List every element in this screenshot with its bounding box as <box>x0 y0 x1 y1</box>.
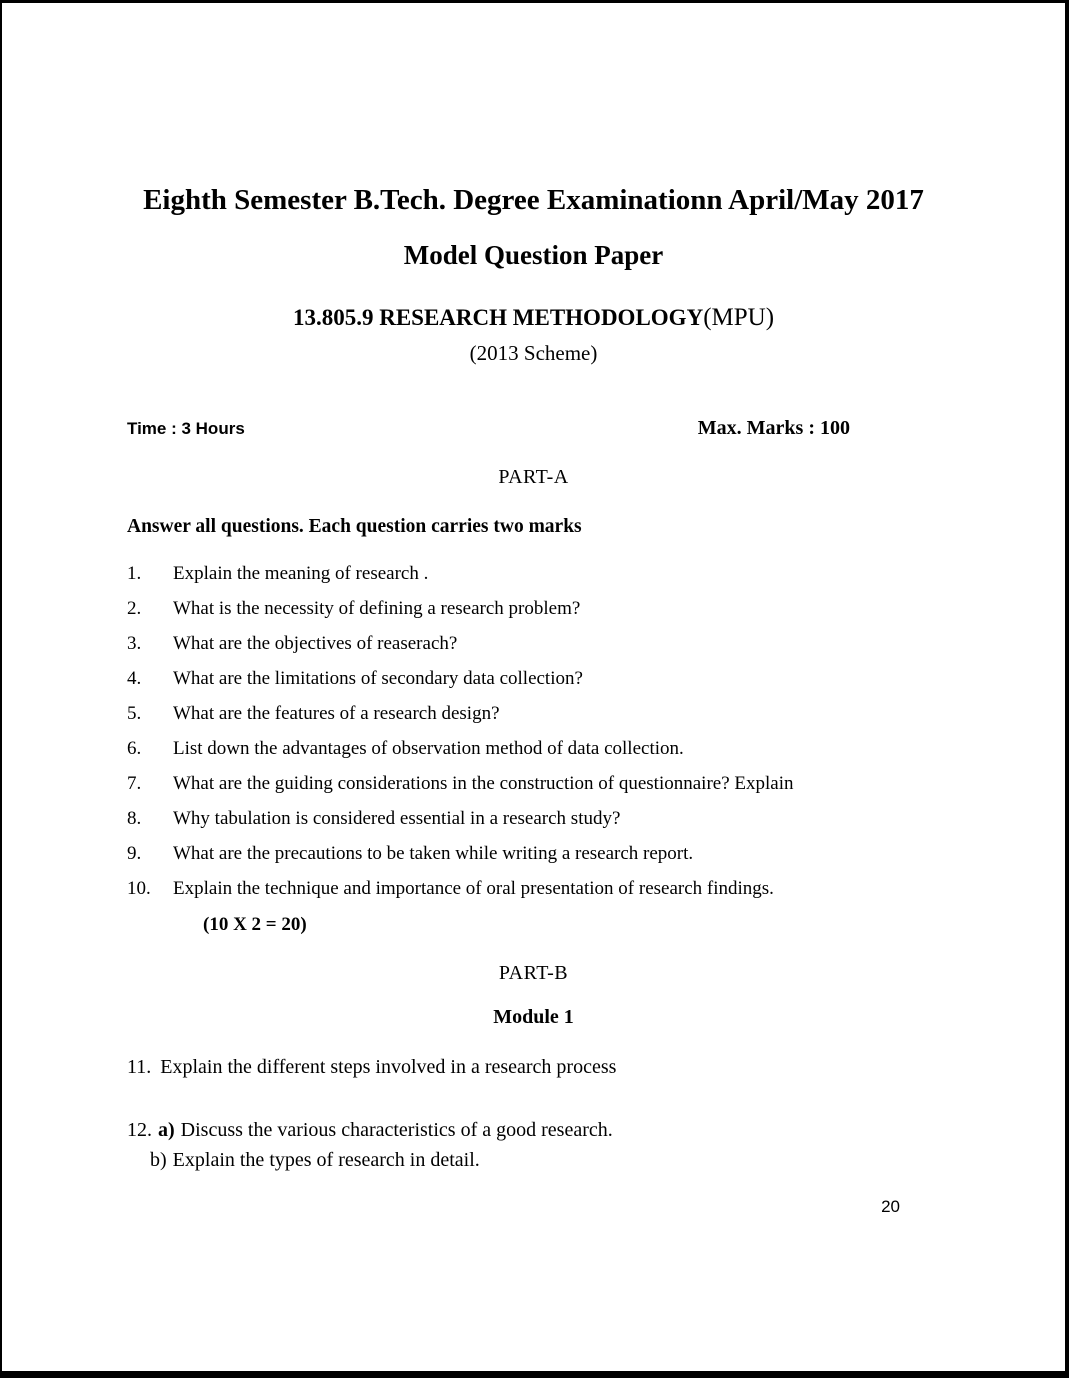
exam-meta-row <box>127 417 940 440</box>
module-heading: Module 1 <box>493 1006 574 1029</box>
max-marks: Max. Marks : 100 <box>697 417 850 440</box>
question-text: Why tabulation is considered essential in a research study? <box>173 808 621 830</box>
sub-question-text: Discuss the various characteristics of a good research. <box>180 1119 613 1142</box>
scheme-label: (2013 Scheme) <box>469 341 598 366</box>
sub-question-text: Explain the types of research in detail. <box>172 1149 480 1172</box>
sub-question-label: a) <box>158 1119 175 1142</box>
course-code-and-name: 13.805.9 RESEARCH METHODOLOGY <box>292 304 704 330</box>
sub-question-label: b) <box>150 1149 167 1172</box>
question-text: What are the precautions to be taken while writing a research report. <box>173 843 694 865</box>
part-a-heading: PART-A <box>498 466 569 489</box>
question-12 <box>127 1115 940 1175</box>
question-row <box>127 599 940 619</box>
question-row <box>127 669 940 689</box>
question-text: List down the advantages of observation method of data collection. <box>173 738 684 760</box>
question-11 <box>127 1055 940 1079</box>
question-number: 2. <box>127 598 142 620</box>
question-text: Explain the technique and importance of oral presentation of research findings. <box>173 878 774 900</box>
question-number: 10. <box>127 878 151 900</box>
question-text: Explain the meaning of research . <box>173 563 429 585</box>
question-number: 3. <box>127 633 142 655</box>
question-number: 9. <box>127 843 142 865</box>
question-text: What are the objectives of reaserach? <box>173 633 458 655</box>
question-number: 11. <box>127 1056 152 1079</box>
question-number: 1. <box>127 563 142 585</box>
part-b-heading: PART-B <box>498 962 569 985</box>
question-number: 4. <box>127 668 142 690</box>
question-text: What are the limitations of secondary data collection? <box>173 668 583 690</box>
question-row <box>127 564 940 584</box>
page-number: 20 <box>881 1197 900 1217</box>
question-number: 12. <box>127 1119 152 1142</box>
part-a-marks-note: (10 X 2 = 20) <box>203 914 307 936</box>
question-row <box>127 809 940 829</box>
question-row <box>127 634 940 654</box>
page-content <box>2 185 1065 1217</box>
question-12b <box>150 1145 940 1175</box>
question-row <box>127 774 940 794</box>
question-text: What are the guiding considerations in the construction of questionnaire? Explain <box>173 773 794 795</box>
question-row <box>127 704 940 724</box>
question-number: 7. <box>127 773 142 795</box>
course-abbreviation: (MPU) <box>703 303 775 331</box>
question-text: Explain the different steps involved in a research process <box>160 1056 617 1079</box>
question-number: 8. <box>127 808 142 830</box>
part-a-question-list <box>127 564 940 899</box>
question-number: 5. <box>127 703 142 725</box>
question-12a <box>127 1115 940 1145</box>
question-row <box>127 844 940 864</box>
question-row <box>127 879 940 899</box>
question-number: 6. <box>127 738 142 760</box>
page-subtitle: Model Question Paper <box>403 240 664 271</box>
question-text: What is the necessity of defining a research problem? <box>173 598 581 620</box>
course-title <box>127 304 940 332</box>
part-a-instruction: Answer all questions. Each question carries two marks <box>127 516 582 538</box>
page-title: Eighth Semester B.Tech. Degree Examinationn April/May 2017 <box>143 184 924 216</box>
question-text: What are the features of a research design? <box>173 703 500 725</box>
time-allocation: Time : 3 Hours <box>127 419 245 439</box>
question-row <box>127 739 940 759</box>
